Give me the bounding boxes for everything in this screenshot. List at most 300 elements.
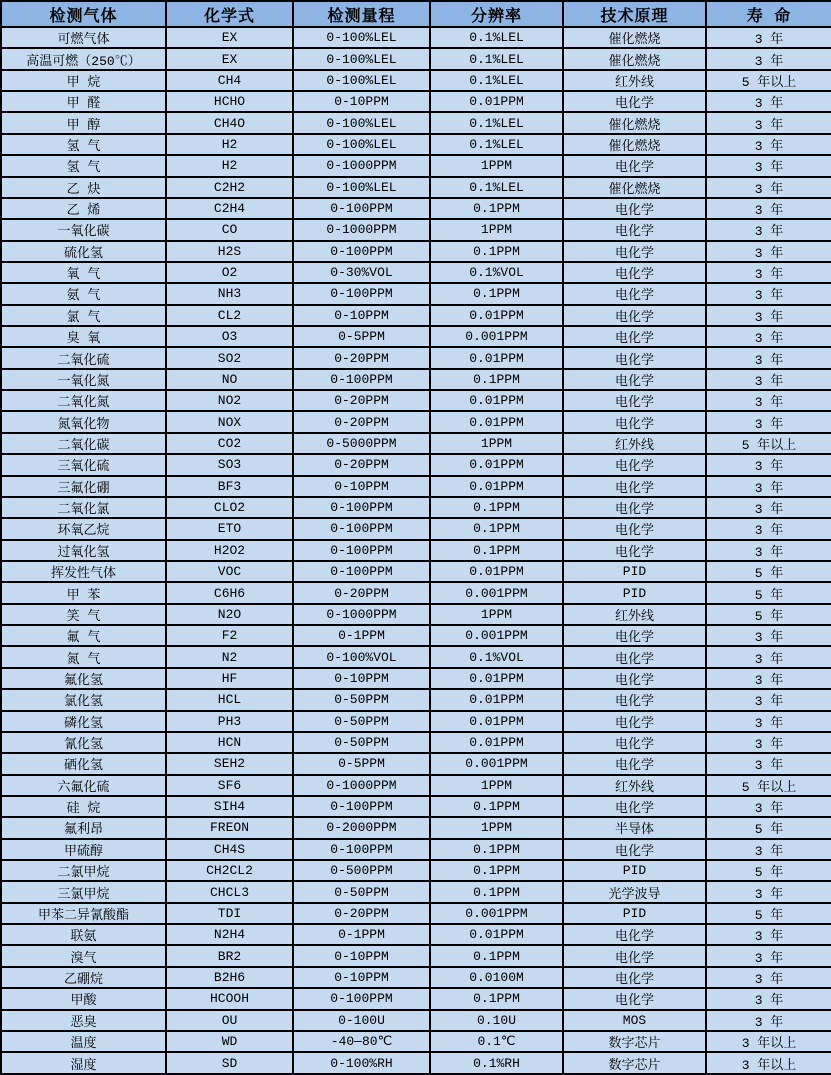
table-row	[1, 198, 831, 219]
cell-principle: 电化学	[563, 753, 706, 774]
cell-range: 0-5PPM	[293, 753, 430, 774]
table-row	[1, 177, 831, 198]
cell-principle: 电化学	[563, 689, 706, 710]
cell-principle: 电化学	[563, 155, 706, 176]
cell-resolution: 0.01PPM	[430, 347, 563, 368]
cell-formula: CH4S	[166, 839, 293, 860]
cell-principle: 红外线	[563, 604, 706, 625]
cell-principle: 催化燃烧	[563, 27, 706, 48]
cell-range: 0-10PPM	[293, 945, 430, 966]
cell-resolution: 0.01PPM	[430, 711, 563, 732]
column-header-gas: 检测气体	[1, 1, 166, 27]
table-row	[1, 219, 831, 240]
table-row	[1, 988, 831, 1009]
cell-principle: 电化学	[563, 497, 706, 518]
table-row	[1, 347, 831, 368]
cell-life: 3 年	[706, 411, 831, 432]
cell-gas: 氢 气	[1, 134, 166, 155]
cell-principle: 电化学	[563, 219, 706, 240]
table-row	[1, 91, 831, 112]
table-row	[1, 390, 831, 411]
cell-formula: HCN	[166, 732, 293, 753]
table-row	[1, 839, 831, 860]
cell-life: 3 年	[706, 112, 831, 133]
table-row	[1, 1031, 831, 1052]
cell-resolution: 0.1PPM	[430, 198, 563, 219]
cell-life: 3 年	[706, 668, 831, 689]
table-row	[1, 860, 831, 881]
cell-range: 0-100%LEL	[293, 48, 430, 69]
cell-life: 3 年	[706, 134, 831, 155]
cell-principle: 红外线	[563, 775, 706, 796]
cell-gas: 乙 烯	[1, 198, 166, 219]
cell-resolution: 0.1PPM	[430, 796, 563, 817]
cell-resolution: 0.001PPM	[430, 753, 563, 774]
cell-life: 3 年	[706, 711, 831, 732]
table-row	[1, 454, 831, 475]
cell-principle: PID	[563, 860, 706, 881]
cell-range: 0-100PPM	[293, 839, 430, 860]
cell-resolution: 0.001PPM	[430, 625, 563, 646]
cell-formula: C6H6	[166, 582, 293, 603]
cell-formula: FREON	[166, 817, 293, 838]
cell-resolution: 0.1%LEL	[430, 177, 563, 198]
table-row	[1, 241, 831, 262]
cell-principle: 电化学	[563, 711, 706, 732]
cell-life: 5 年	[706, 604, 831, 625]
table-row	[1, 924, 831, 945]
cell-resolution: 0.1PPM	[430, 283, 563, 304]
cell-life: 3 年	[706, 689, 831, 710]
cell-resolution: 1PPM	[430, 817, 563, 838]
cell-resolution: 0.1PPM	[430, 540, 563, 561]
cell-formula: SD	[166, 1052, 293, 1074]
cell-range: 0-30%VOL	[293, 262, 430, 283]
cell-formula: NO2	[166, 390, 293, 411]
cell-formula: VOC	[166, 561, 293, 582]
cell-range: 0-1000PPM	[293, 219, 430, 240]
cell-principle: 电化学	[563, 326, 706, 347]
cell-life: 3 年	[706, 219, 831, 240]
cell-resolution: 0.1%LEL	[430, 112, 563, 133]
cell-life: 5 年	[706, 582, 831, 603]
cell-resolution: 0.01PPM	[430, 732, 563, 753]
cell-formula: SIH4	[166, 796, 293, 817]
cell-resolution: 0.001PPM	[430, 903, 563, 924]
table-row	[1, 134, 831, 155]
cell-principle: 电化学	[563, 283, 706, 304]
cell-formula: SEH2	[166, 753, 293, 774]
cell-resolution: 0.001PPM	[430, 326, 563, 347]
cell-range: 0-10PPM	[293, 91, 430, 112]
cell-resolution: 0.1PPM	[430, 241, 563, 262]
cell-principle: 电化学	[563, 411, 706, 432]
cell-gas: 二氧化氮	[1, 390, 166, 411]
cell-range: 0-20PPM	[293, 454, 430, 475]
cell-formula: N2O	[166, 604, 293, 625]
cell-resolution: 0.01PPM	[430, 476, 563, 497]
cell-range: 0-100%LEL	[293, 70, 430, 91]
cell-resolution: 0.1PPM	[430, 860, 563, 881]
table-row	[1, 711, 831, 732]
cell-life: 3 年	[706, 283, 831, 304]
cell-range: 0-50PPM	[293, 881, 430, 902]
cell-life: 3 年	[706, 1010, 831, 1031]
cell-life: 3 年	[706, 881, 831, 902]
cell-range: 0-10PPM	[293, 668, 430, 689]
cell-principle: 电化学	[563, 839, 706, 860]
cell-resolution: 0.01PPM	[430, 411, 563, 432]
table-row	[1, 283, 831, 304]
cell-range: 0-1000PPM	[293, 775, 430, 796]
cell-gas: 氟 气	[1, 625, 166, 646]
cell-life: 3 年	[706, 326, 831, 347]
cell-formula: PH3	[166, 711, 293, 732]
header-row	[1, 1, 831, 27]
column-header-life: 寿 命	[706, 1, 831, 27]
cell-range: 0-100PPM	[293, 283, 430, 304]
cell-life: 3 年以上	[706, 1031, 831, 1052]
cell-life: 3 年	[706, 796, 831, 817]
cell-principle: 催化燃烧	[563, 134, 706, 155]
cell-life: 3 年	[706, 155, 831, 176]
table-row	[1, 476, 831, 497]
cell-life: 3 年	[706, 91, 831, 112]
cell-principle: 电化学	[563, 518, 706, 539]
cell-formula: HCOOH	[166, 988, 293, 1009]
cell-formula: SF6	[166, 775, 293, 796]
cell-formula: CL2	[166, 305, 293, 326]
cell-gas: 氟化氢	[1, 668, 166, 689]
cell-range: 0-100PPM	[293, 561, 430, 582]
cell-gas: 三氟化硼	[1, 476, 166, 497]
table-row	[1, 689, 831, 710]
cell-life: 3 年	[706, 497, 831, 518]
cell-range: 0-20PPM	[293, 347, 430, 368]
cell-principle: PID	[563, 561, 706, 582]
cell-life: 3 年	[706, 27, 831, 48]
cell-resolution: 0.1%VOL	[430, 262, 563, 283]
cell-formula: CH4	[166, 70, 293, 91]
cell-formula: CO	[166, 219, 293, 240]
cell-range: 0-100%RH	[293, 1052, 430, 1074]
cell-formula: NH3	[166, 283, 293, 304]
table-row	[1, 732, 831, 753]
cell-range: 0-50PPM	[293, 732, 430, 753]
cell-gas: 温度	[1, 1031, 166, 1052]
cell-formula: CH2CL2	[166, 860, 293, 881]
cell-principle: PID	[563, 582, 706, 603]
table-row	[1, 155, 831, 176]
cell-range: 0-20PPM	[293, 903, 430, 924]
cell-life: 3 年	[706, 518, 831, 539]
cell-formula: NO	[166, 369, 293, 390]
table-row	[1, 903, 831, 924]
cell-life: 3 年	[706, 540, 831, 561]
cell-life: 3 年	[706, 945, 831, 966]
cell-range: 0-2000PPM	[293, 817, 430, 838]
cell-principle: 电化学	[563, 454, 706, 475]
cell-resolution: 0.1PPM	[430, 369, 563, 390]
cell-resolution: 0.01PPM	[430, 91, 563, 112]
cell-gas: 硒化氢	[1, 753, 166, 774]
cell-gas: 一氧化碳	[1, 219, 166, 240]
cell-principle: 电化学	[563, 924, 706, 945]
table-row	[1, 775, 831, 796]
cell-principle: 电化学	[563, 241, 706, 262]
cell-gas: 笑 气	[1, 604, 166, 625]
cell-formula: TDI	[166, 903, 293, 924]
cell-resolution: 0.1PPM	[430, 518, 563, 539]
cell-gas: 甲酸	[1, 988, 166, 1009]
cell-resolution: 0.01PPM	[430, 390, 563, 411]
cell-range: -40—80℃	[293, 1031, 430, 1052]
table-row	[1, 967, 831, 988]
cell-formula: O2	[166, 262, 293, 283]
table-row	[1, 326, 831, 347]
cell-gas: 高温可燃（250℃）	[1, 48, 166, 69]
cell-principle: 电化学	[563, 967, 706, 988]
column-header-formula: 化学式	[166, 1, 293, 27]
cell-gas: 甲 苯	[1, 582, 166, 603]
cell-formula: B2H6	[166, 967, 293, 988]
cell-principle: MOS	[563, 1010, 706, 1031]
table-row	[1, 70, 831, 91]
cell-formula: C2H4	[166, 198, 293, 219]
table-row	[1, 817, 831, 838]
cell-principle: 电化学	[563, 945, 706, 966]
cell-gas: 恶臭	[1, 1010, 166, 1031]
cell-gas: 过氧化氢	[1, 540, 166, 561]
cell-range: 0-100%LEL	[293, 134, 430, 155]
cell-resolution: 1PPM	[430, 219, 563, 240]
cell-resolution: 0.01PPM	[430, 454, 563, 475]
cell-life: 5 年以上	[706, 775, 831, 796]
cell-resolution: 1PPM	[430, 433, 563, 454]
column-header-range: 检测量程	[293, 1, 430, 27]
table-row	[1, 945, 831, 966]
cell-resolution: 0.1%LEL	[430, 48, 563, 69]
table-row	[1, 433, 831, 454]
cell-resolution: 0.1%LEL	[430, 70, 563, 91]
table-row	[1, 625, 831, 646]
cell-resolution: 1PPM	[430, 604, 563, 625]
table-row	[1, 753, 831, 774]
cell-life: 3 年	[706, 753, 831, 774]
cell-formula: WD	[166, 1031, 293, 1052]
cell-gas: 氯 气	[1, 305, 166, 326]
cell-range: 0-1PPM	[293, 625, 430, 646]
cell-formula: C2H2	[166, 177, 293, 198]
cell-gas: 湿度	[1, 1052, 166, 1074]
cell-life: 5 年以上	[706, 433, 831, 454]
cell-life: 3 年	[706, 48, 831, 69]
cell-formula: F2	[166, 625, 293, 646]
cell-resolution: 0.1PPM	[430, 497, 563, 518]
cell-formula: O3	[166, 326, 293, 347]
cell-life: 3 年	[706, 347, 831, 368]
table-row	[1, 668, 831, 689]
cell-gas: 氨 气	[1, 283, 166, 304]
cell-life: 3 年	[706, 390, 831, 411]
cell-formula: CHCL3	[166, 881, 293, 902]
cell-principle: 催化燃烧	[563, 112, 706, 133]
cell-gas: 二氧化硫	[1, 347, 166, 368]
cell-principle: 电化学	[563, 988, 706, 1009]
table-row	[1, 1052, 831, 1074]
cell-principle: 电化学	[563, 796, 706, 817]
cell-range: 0-20PPM	[293, 582, 430, 603]
cell-principle: 红外线	[563, 70, 706, 91]
cell-principle: 电化学	[563, 668, 706, 689]
cell-gas: 氢 气	[1, 155, 166, 176]
cell-life: 3 年	[706, 924, 831, 945]
cell-life: 5 年以上	[706, 70, 831, 91]
table-row	[1, 540, 831, 561]
cell-range: 0-100PPM	[293, 369, 430, 390]
table-header	[1, 1, 831, 27]
table-row	[1, 881, 831, 902]
cell-life: 3 年	[706, 646, 831, 667]
cell-principle: 电化学	[563, 732, 706, 753]
table-row	[1, 561, 831, 582]
cell-formula: EX	[166, 48, 293, 69]
cell-range: 0-100%LEL	[293, 112, 430, 133]
cell-range: 0-10PPM	[293, 476, 430, 497]
cell-range: 0-50PPM	[293, 689, 430, 710]
cell-range: 0-50PPM	[293, 711, 430, 732]
cell-range: 0-5PPM	[293, 326, 430, 347]
cell-range: 0-100PPM	[293, 518, 430, 539]
cell-gas: 溴气	[1, 945, 166, 966]
cell-formula: HCHO	[166, 91, 293, 112]
cell-formula: CLO2	[166, 497, 293, 518]
cell-life: 3 年	[706, 241, 831, 262]
cell-resolution: 0.01PPM	[430, 689, 563, 710]
cell-range: 0-10PPM	[293, 967, 430, 988]
cell-gas: 氧 气	[1, 262, 166, 283]
cell-principle: 电化学	[563, 262, 706, 283]
cell-formula: H2O2	[166, 540, 293, 561]
cell-gas: 氮氧化物	[1, 411, 166, 432]
cell-principle: 催化燃烧	[563, 48, 706, 69]
cell-gas: 氯化氢	[1, 689, 166, 710]
cell-resolution: 0.0100M	[430, 967, 563, 988]
column-header-resolution: 分辨率	[430, 1, 563, 27]
cell-formula: CO2	[166, 433, 293, 454]
cell-principle: 电化学	[563, 347, 706, 368]
cell-gas: 硫化氢	[1, 241, 166, 262]
cell-range: 0-100%VOL	[293, 646, 430, 667]
cell-formula: CH4O	[166, 112, 293, 133]
cell-gas: 二氧化碳	[1, 433, 166, 454]
cell-life: 3 年	[706, 967, 831, 988]
cell-principle: 电化学	[563, 198, 706, 219]
cell-range: 0-100PPM	[293, 796, 430, 817]
cell-range: 0-10PPM	[293, 305, 430, 326]
cell-principle: 催化燃烧	[563, 177, 706, 198]
cell-formula: HF	[166, 668, 293, 689]
cell-principle: 电化学	[563, 646, 706, 667]
table-row	[1, 796, 831, 817]
cell-principle: 电化学	[563, 369, 706, 390]
cell-resolution: 0.01PPM	[430, 561, 563, 582]
cell-resolution: 0.001PPM	[430, 582, 563, 603]
cell-resolution: 0.10U	[430, 1010, 563, 1031]
cell-range: 0-100PPM	[293, 497, 430, 518]
cell-principle: 光学波导	[563, 881, 706, 902]
cell-formula: BF3	[166, 476, 293, 497]
cell-gas: 甲 醇	[1, 112, 166, 133]
cell-formula: H2	[166, 155, 293, 176]
cell-range: 0-1000PPM	[293, 604, 430, 625]
cell-resolution: 0.01PPM	[430, 924, 563, 945]
cell-gas: 二氯甲烷	[1, 860, 166, 881]
cell-life: 3 年	[706, 454, 831, 475]
cell-life: 3 年	[706, 177, 831, 198]
table-row	[1, 411, 831, 432]
cell-resolution: 0.1℃	[430, 1031, 563, 1052]
cell-life: 3 年	[706, 625, 831, 646]
cell-gas: 三氯甲烷	[1, 881, 166, 902]
cell-formula: SO2	[166, 347, 293, 368]
cell-range: 0-100U	[293, 1010, 430, 1031]
cell-gas: 联氨	[1, 924, 166, 945]
cell-life: 5 年	[706, 903, 831, 924]
table-row	[1, 518, 831, 539]
cell-gas: 挥发性气体	[1, 561, 166, 582]
cell-principle: 电化学	[563, 390, 706, 411]
cell-formula: BR2	[166, 945, 293, 966]
table-body	[1, 27, 831, 1074]
cell-resolution: 0.1PPM	[430, 988, 563, 1009]
cell-life: 3 年	[706, 476, 831, 497]
cell-life: 3 年	[706, 839, 831, 860]
table-row	[1, 646, 831, 667]
table-row	[1, 305, 831, 326]
cell-life: 5 年	[706, 561, 831, 582]
cell-gas: 甲硫醇	[1, 839, 166, 860]
cell-resolution: 0.1PPM	[430, 881, 563, 902]
cell-gas: 甲 烷	[1, 70, 166, 91]
cell-principle: 电化学	[563, 625, 706, 646]
cell-range: 0-100%LEL	[293, 177, 430, 198]
cell-principle: 电化学	[563, 476, 706, 497]
cell-resolution: 0.1%VOL	[430, 646, 563, 667]
cell-resolution: 0.1PPM	[430, 839, 563, 860]
cell-principle: 红外线	[563, 433, 706, 454]
cell-resolution: 0.01PPM	[430, 668, 563, 689]
cell-resolution: 0.1%RH	[430, 1052, 563, 1074]
cell-range: 0-100PPM	[293, 241, 430, 262]
cell-life: 5 年	[706, 817, 831, 838]
cell-gas: 氮 气	[1, 646, 166, 667]
cell-gas: 氟利昂	[1, 817, 166, 838]
table-row	[1, 48, 831, 69]
table-row	[1, 112, 831, 133]
cell-gas: 甲 醛	[1, 91, 166, 112]
cell-life: 5 年	[706, 860, 831, 881]
cell-gas: 三氧化硫	[1, 454, 166, 475]
cell-formula: NOX	[166, 411, 293, 432]
cell-resolution: 0.01PPM	[430, 305, 563, 326]
cell-resolution: 0.1PPM	[430, 945, 563, 966]
cell-formula: ETO	[166, 518, 293, 539]
cell-range: 0-500PPM	[293, 860, 430, 881]
cell-formula: EX	[166, 27, 293, 48]
cell-range: 0-1PPM	[293, 924, 430, 945]
cell-gas: 甲苯二异氰酸酯	[1, 903, 166, 924]
